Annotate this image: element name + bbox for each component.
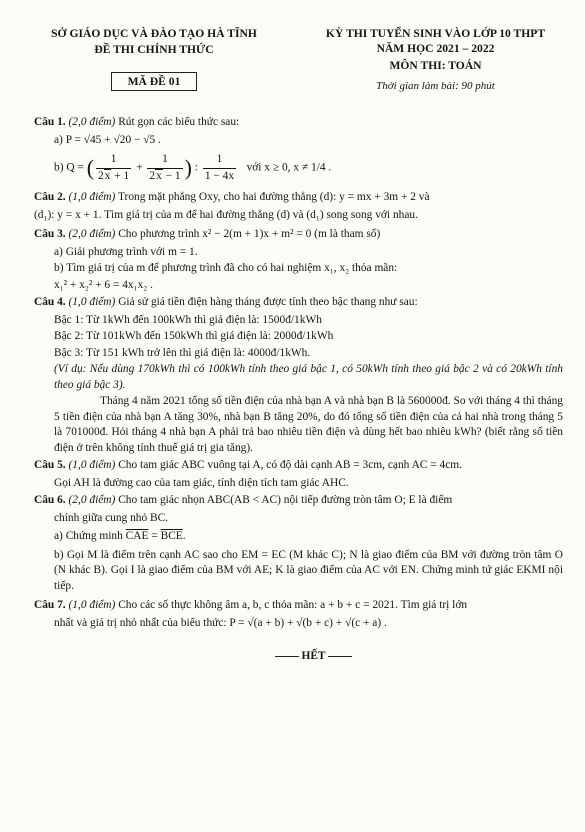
question-points: (2,0 điểm) (68, 228, 116, 241)
q1-part-b: b) Q = ( $\frac{1}{2x + 1}$ + $\frac{1}{2x - 1}$ ) : $\frac{1}{1 - 4x}$ với x ≥ 0, x ≠ 1/4 . (34, 152, 563, 184)
q1-b-condition: với x ≥ 0, x ≠ 1/4 . (246, 162, 332, 175)
question-points: (1,0 điểm) (68, 296, 116, 309)
q1-b-prefix: b) Q = (54, 162, 87, 175)
header (34, 26, 563, 93)
angle-bce: $\overline{BCE}$ (160, 530, 183, 543)
question-label: Câu 2. (34, 191, 66, 204)
q6-part-b: b) Gọi M là điểm trên cạnh AC sao cho EM = EC (M khác C); N là giao điểm của BM với đường tròn tâm O (N khác B). Gọi I là giao điểm của BM với AE; K là giao điểm của AC với EN. Chứng minh tứ giác EKMI nội tiếp. (54, 548, 563, 592)
question-points: (2,0 điểm) (68, 116, 116, 129)
exam-duration: Thời gian làm bài: 90 phút (376, 80, 495, 93)
q3-part-b: b) Tìm giá trị của m để phương trình đã cho có hai nghiệm x₁, x₂ thỏa mãn: (54, 262, 398, 275)
q1-a-expression: √45 + √20 − √5 . (83, 133, 161, 146)
question-points: (2,0 điểm) (68, 494, 116, 507)
equals-sign: = (148, 530, 161, 543)
end-marker (34, 649, 563, 665)
angle-cae: $\overline{CAE}$ (125, 530, 149, 543)
question-4 (34, 295, 563, 311)
exam-body (34, 115, 563, 665)
q7-line-2: nhất và giá trị nhỏ nhất của biểu thức: P = √(a + b) + √(b + c) + √(c + a) . (54, 616, 387, 629)
q1-part-a (34, 133, 563, 149)
tier-1: Bậc 1: Từ 1kWh đến 100kWh thì giá điện là: 1500đ/1kWh (54, 313, 322, 326)
question-label: Câu 5. (34, 459, 66, 472)
end-text: HẾT (301, 650, 326, 663)
question-label: Câu 3. (34, 228, 66, 241)
question-text: Cho phương trình x² − 2(m + 1)x + m² = 0 (m là tham số) (118, 228, 381, 241)
school-year: NĂM HỌC 2021 – 2022 (376, 42, 495, 56)
fraction-3: $\frac{1}{1 - 4x}$ (204, 153, 235, 182)
q4-paragraph: Tháng 4 năm 2021 tổng số tiền điện của nhà bạn A và nhà bạn B là 560000đ. So với tháng 4 thì tháng 5 tiền điện của nhà bạn A tăng 30%, nhà bạn B tăng 20%, do đó tổng số tiền điện của cả hai nhà trong tháng 5 là 701000đ. Hỏi tháng 4 nhà bạn A phải trả bao nhiêu tiền điện và dùng hết bao nhiêu kWh? (biết rằng số tiền điện ở trên không tính thuế giá trị gia tăng). (54, 395, 563, 454)
question-label: Câu 6. (34, 494, 66, 507)
question-2 (34, 190, 563, 206)
paren-close: ) (184, 155, 192, 181)
q1-a-prefix: a) P = (54, 133, 84, 146)
official-label: ĐỀ THI CHÍNH THỨC (94, 42, 214, 56)
question-text: Cho tam giác nhọn ABC(AB < AC) nội tiếp đường tròn tâm O; E là điểm (118, 494, 453, 507)
paren-open: ( (86, 155, 95, 181)
question-1 (34, 115, 563, 131)
q5-line-2: Gọi AH là đường cao của tam giác, tính diện tích tam giác AHC. (54, 476, 349, 489)
question-label: Câu 1. (34, 116, 66, 129)
q6-a-prefix: a) Chứng minh (54, 530, 126, 543)
question-6 (34, 493, 563, 509)
question-3 (34, 227, 563, 243)
header-right (308, 26, 563, 93)
question-points: (1,0 điểm) (68, 599, 116, 612)
question-label: Câu 4. (34, 296, 66, 309)
tier-2: Bậc 2: Từ 101kWh đến 150kWh thì giá điện là: 2000đ/1kWh (54, 330, 334, 343)
question-5 (34, 458, 563, 474)
question-text: Giả sử giá tiền điện hàng tháng được tính theo bậc thang như sau: (118, 296, 418, 309)
question-points: (1,0 điểm) (68, 459, 116, 472)
subject-title: MÔN THI: TOÁN (389, 59, 482, 73)
end-dash-left (275, 656, 299, 657)
question-text: Cho tam giác ABC vuông tại A, có độ dài cạnh AB = 3cm, cạnh AC = 4cm. (118, 459, 462, 472)
exam-code-box: MÃ ĐỀ 01 (111, 72, 198, 92)
question-7 (34, 598, 563, 614)
exam-title: KỲ THI TUYỂN SINH VÀO LỚP 10 THPT (325, 27, 546, 40)
question-text: Cho các số thực không âm a, b, c thỏa mãn: a + b + c = 2021. Tìm giá trị lớn (118, 599, 468, 612)
period: . (182, 530, 186, 543)
q6-line-2: chính giữa cung nhỏ BC. (54, 511, 169, 524)
question-text: Trong mặt phẳng Oxy, cho hai đường thẳng (d): y = mx + 3m + 2 và (118, 191, 430, 204)
department-name: SỞ GIÁO DỤC VÀ ĐÀO TẠO HÀ TĨNH (51, 27, 257, 40)
q2-line-2: (d₁): y = x + 1. Tìm giá trị của m để hai đường thẳng (d) và (d₁) song song với nhau. (34, 208, 418, 221)
fraction-1: $\frac{1}{2x + 1}$ (98, 153, 130, 182)
end-dash-right (328, 656, 352, 657)
question-points: (1,0 điểm) (68, 191, 116, 204)
header-left (34, 26, 274, 93)
q6-part-a (34, 529, 563, 545)
q3-equation: x₁² + x₂² + 6 = 4x₁x₂ . (54, 278, 153, 291)
fraction-2: $\frac{1}{2x - 1}$ (149, 153, 181, 182)
q4-example: (Ví dụ: Nếu dùng 170kWh thì có 100kWh tính theo giá bậc 1, có 50kWh tính theo giá bậc 2 và có 20kWh tính theo giá bậc 3). (54, 363, 563, 391)
tier-3: Bậc 3: Từ 151 kWh trở lên thì giá điện là: 4000đ/1kWh. (54, 346, 311, 359)
question-label: Câu 7. (34, 599, 66, 612)
question-text: Rút gọn các biểu thức sau: (118, 116, 240, 129)
q3-part-a: a) Giải phương trình với m = 1. (54, 245, 198, 258)
